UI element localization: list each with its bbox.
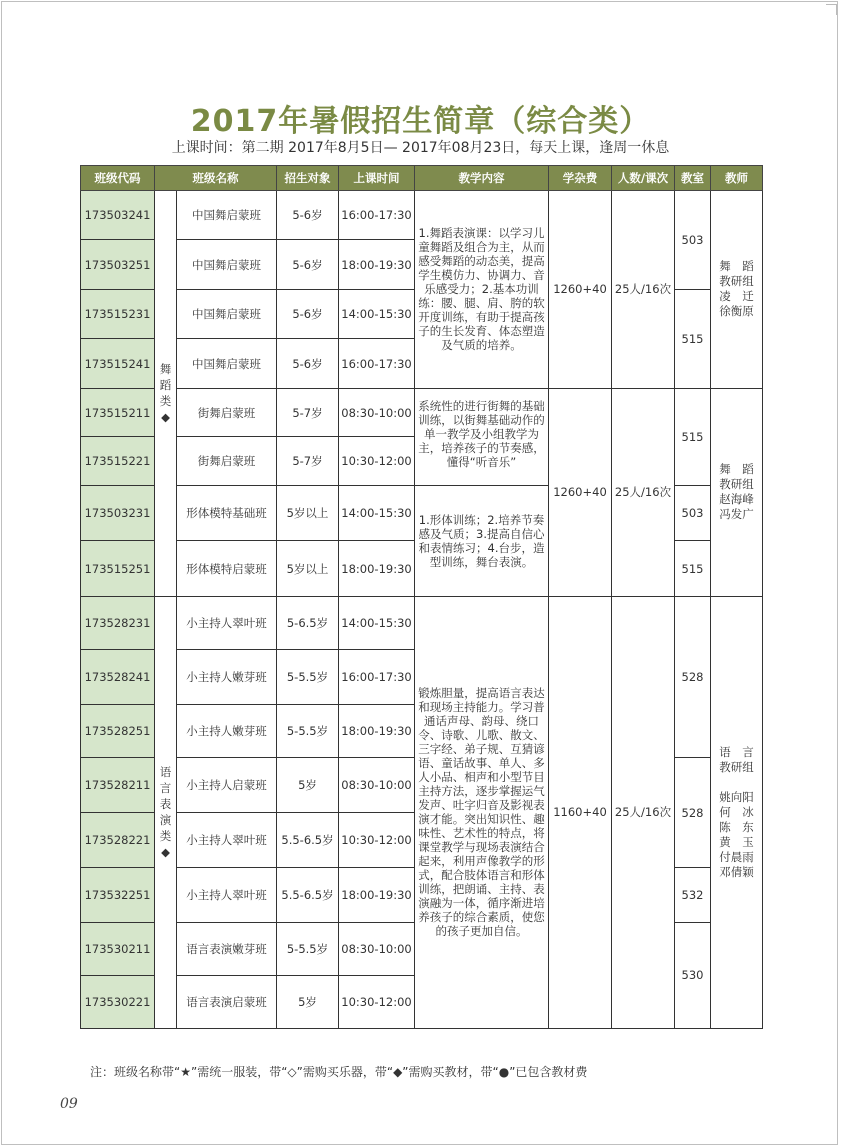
size-dance-1: 25人/16次 xyxy=(612,191,675,389)
fee-dance-2: 1260+40 xyxy=(549,388,612,596)
class-time: 18:00-19:30 xyxy=(339,240,415,289)
page-number: 09 xyxy=(60,1096,78,1112)
class-age: 5岁以上 xyxy=(277,485,339,541)
fee-dance-1: 1260+40 xyxy=(549,191,612,389)
content-chinese-dance: 1.舞蹈表演课：以学习儿童舞蹈及组合为主，从而感受舞蹈的动态美，提高学生模仿力、协调力、音乐感受力；2.基本功训练：腰、腿、肩、胯的软开度训练，有助于提高孩子的生长发育、体态塑造及气质的培养。 xyxy=(415,191,549,389)
class-code: 173528221 xyxy=(81,812,155,868)
class-code: 173503251 xyxy=(81,240,155,289)
table-row xyxy=(81,596,763,650)
class-time: 18:00-19:30 xyxy=(339,868,415,923)
room: 528 xyxy=(675,596,711,758)
teacher-line: 冯发广 xyxy=(719,507,754,522)
class-time: 10:30-12:00 xyxy=(339,812,415,868)
class-time: 10:30-12:00 xyxy=(339,437,415,485)
class-code: 173528211 xyxy=(81,758,155,813)
class-age: 5岁 xyxy=(277,976,339,1029)
class-code: 173503241 xyxy=(81,191,155,240)
content-model: 1.形体训练；2.培养节奏感及气质；3.提高自信心和表情练习；4.台步，造型训练，舞台表演。 xyxy=(415,485,549,596)
class-name: 小主持人启蒙班 xyxy=(177,758,277,813)
teacher-spacer xyxy=(711,775,762,790)
category-speech-label: 语言表演类◆ xyxy=(159,765,172,860)
room: 515 xyxy=(675,289,711,388)
class-name: 中国舞启蒙班 xyxy=(177,289,277,338)
class-age: 5-5.5岁 xyxy=(277,704,339,758)
room: 503 xyxy=(675,485,711,541)
enrollment-table xyxy=(80,165,763,1029)
header-room: 教室 xyxy=(675,166,711,191)
class-time: 16:00-17:30 xyxy=(339,339,415,388)
class-age: 5-7岁 xyxy=(277,388,339,436)
class-age: 5-6.5岁 xyxy=(277,596,339,650)
class-age: 5-5.5岁 xyxy=(277,650,339,705)
teacher-line: 何 冰 xyxy=(719,804,754,819)
teacher-line: 黄 玉 xyxy=(719,834,754,849)
class-code: 173532251 xyxy=(81,868,155,923)
page-title: 2017年暑假招生简章（综合类） xyxy=(190,104,651,139)
teacher-line: 舞 蹈 xyxy=(719,259,754,274)
class-time: 18:00-19:30 xyxy=(339,541,415,597)
table-header-row xyxy=(81,166,763,191)
class-name: 小主持人翠叶班 xyxy=(177,596,277,650)
category-dance-label: 舞蹈类◆ xyxy=(159,362,172,425)
class-time: 08:30-10:00 xyxy=(339,922,415,976)
class-time: 08:30-10:00 xyxy=(339,388,415,436)
header-code: 班级代码 xyxy=(81,166,155,191)
class-code: 173528251 xyxy=(81,704,155,758)
class-time: 14:00-15:30 xyxy=(339,596,415,650)
header-name: 班级名称 xyxy=(155,166,277,191)
teacher-line: 付晨雨 xyxy=(719,849,754,864)
table-row xyxy=(81,388,763,436)
class-name: 语言表演嫩芽班 xyxy=(177,922,277,976)
class-age: 5-6岁 xyxy=(277,289,339,338)
teacher-dance-2 xyxy=(711,388,763,596)
category-dance xyxy=(155,191,177,597)
content-street-dance: 系统性的进行街舞的基础训练，以街舞基础动作的单一教学及小组教学为主，培养孩子的节奏感，懂得“听音乐” xyxy=(415,388,549,485)
room: 503 xyxy=(675,191,711,290)
footnote: 注：班级名称带“★”需统一服装，带“◇”需购买乐器，带“◆”需购买教材，带“●”已包含教材费 xyxy=(90,1065,588,1079)
room: 528 xyxy=(675,758,711,868)
class-age: 5-6岁 xyxy=(277,339,339,388)
header-age: 招生对象 xyxy=(277,166,339,191)
class-age: 5岁 xyxy=(277,758,339,813)
teacher-line: 邓倩颖 xyxy=(719,864,754,879)
fee-speech: 1160+40 xyxy=(549,596,612,1028)
teacher-line: 教研组 xyxy=(719,759,754,774)
class-name: 小主持人嫩芽班 xyxy=(177,704,277,758)
teacher-line: 教研组 xyxy=(719,274,754,289)
class-code: 173528231 xyxy=(81,596,155,650)
class-name: 中国舞启蒙班 xyxy=(177,191,277,240)
schedule-subtitle: 上课时间：第二期 2017年8月5日— 2017年08月23日，每天上课，逢周一休息 xyxy=(171,140,670,156)
page-corner-mark xyxy=(826,4,837,15)
teacher-line: 舞 蹈 xyxy=(719,462,754,477)
header-content: 教学内容 xyxy=(415,166,549,191)
teacher-dance-1 xyxy=(711,191,763,389)
teacher-speech xyxy=(711,596,763,1028)
class-name: 语言表演启蒙班 xyxy=(177,976,277,1029)
header-teacher: 教师 xyxy=(711,166,763,191)
class-code: 173515241 xyxy=(81,339,155,388)
room: 530 xyxy=(675,922,711,1028)
header-size: 人数/课次 xyxy=(612,166,675,191)
class-code: 173515221 xyxy=(81,437,155,485)
class-name: 小主持人嫩芽班 xyxy=(177,650,277,705)
teacher-line: 教研组 xyxy=(719,477,754,492)
class-code: 173530211 xyxy=(81,922,155,976)
class-code: 173515231 xyxy=(81,289,155,338)
teacher-line: 语 言 xyxy=(719,744,754,759)
class-age: 5-6岁 xyxy=(277,191,339,240)
class-age: 5-7岁 xyxy=(277,437,339,485)
room: 532 xyxy=(675,868,711,923)
content-speech: 锻炼胆量，提高语言表达和现场主持能力。学习普通话声母、韵母、绕口令、诗歌、儿歌、散文、三字经、弟子规、互猜谚语、童话故事、单人、多人小品、相声和小型节目主持方法，逐步掌握运气发声、吐字归音及影视表演才能。突出知识性、趣味性、艺术性的特点，将课堂教学与现场表演结合起来，利用声像教学的形式，配合肢体语言和形体训练，把朗诵、主持、表演融为一体，循序渐进培养孩子的综合素质，使您的孩子更加自信。 xyxy=(415,596,549,1028)
class-code: 173515251 xyxy=(81,541,155,597)
class-age: 5.5-6.5岁 xyxy=(277,812,339,868)
class-name: 小主持人翠叶班 xyxy=(177,812,277,868)
class-name: 形体模特启蒙班 xyxy=(177,541,277,597)
class-time: 14:00-15:30 xyxy=(339,485,415,541)
class-name: 街舞启蒙班 xyxy=(177,388,277,436)
class-time: 18:00-19:30 xyxy=(339,704,415,758)
class-code: 173530221 xyxy=(81,976,155,1029)
class-time: 14:00-15:30 xyxy=(339,289,415,338)
class-code: 173528241 xyxy=(81,650,155,705)
class-age: 5-5.5岁 xyxy=(277,922,339,976)
room: 515 xyxy=(675,541,711,597)
header-fee: 学杂费 xyxy=(549,166,612,191)
class-age: 5-6岁 xyxy=(277,240,339,289)
teacher-line: 姚向阳 xyxy=(719,789,754,804)
class-age: 5.5-6.5岁 xyxy=(277,868,339,923)
class-name: 中国舞启蒙班 xyxy=(177,339,277,388)
size-dance-2: 25人/16次 xyxy=(612,388,675,596)
teacher-line: 凌 迁 xyxy=(719,289,754,304)
class-code: 173515211 xyxy=(81,388,155,436)
class-time: 16:00-17:30 xyxy=(339,191,415,240)
class-name: 形体模特基础班 xyxy=(177,485,277,541)
table-row xyxy=(81,191,763,240)
class-code: 173503231 xyxy=(81,485,155,541)
class-time: 10:30-12:00 xyxy=(339,976,415,1029)
header-time: 上课时间 xyxy=(339,166,415,191)
teacher-line: 赵海峰 xyxy=(719,492,754,507)
class-time: 16:00-17:30 xyxy=(339,650,415,705)
room: 515 xyxy=(675,388,711,485)
class-age: 5岁以上 xyxy=(277,541,339,597)
class-name: 街舞启蒙班 xyxy=(177,437,277,485)
size-speech: 25人/16次 xyxy=(612,596,675,1028)
teacher-line: 陈 东 xyxy=(719,819,754,834)
category-speech xyxy=(155,596,177,1028)
teacher-line: 徐衡原 xyxy=(719,304,754,319)
class-time: 08:30-10:00 xyxy=(339,758,415,813)
class-name: 小主持人翠叶班 xyxy=(177,868,277,923)
class-name: 中国舞启蒙班 xyxy=(177,240,277,289)
